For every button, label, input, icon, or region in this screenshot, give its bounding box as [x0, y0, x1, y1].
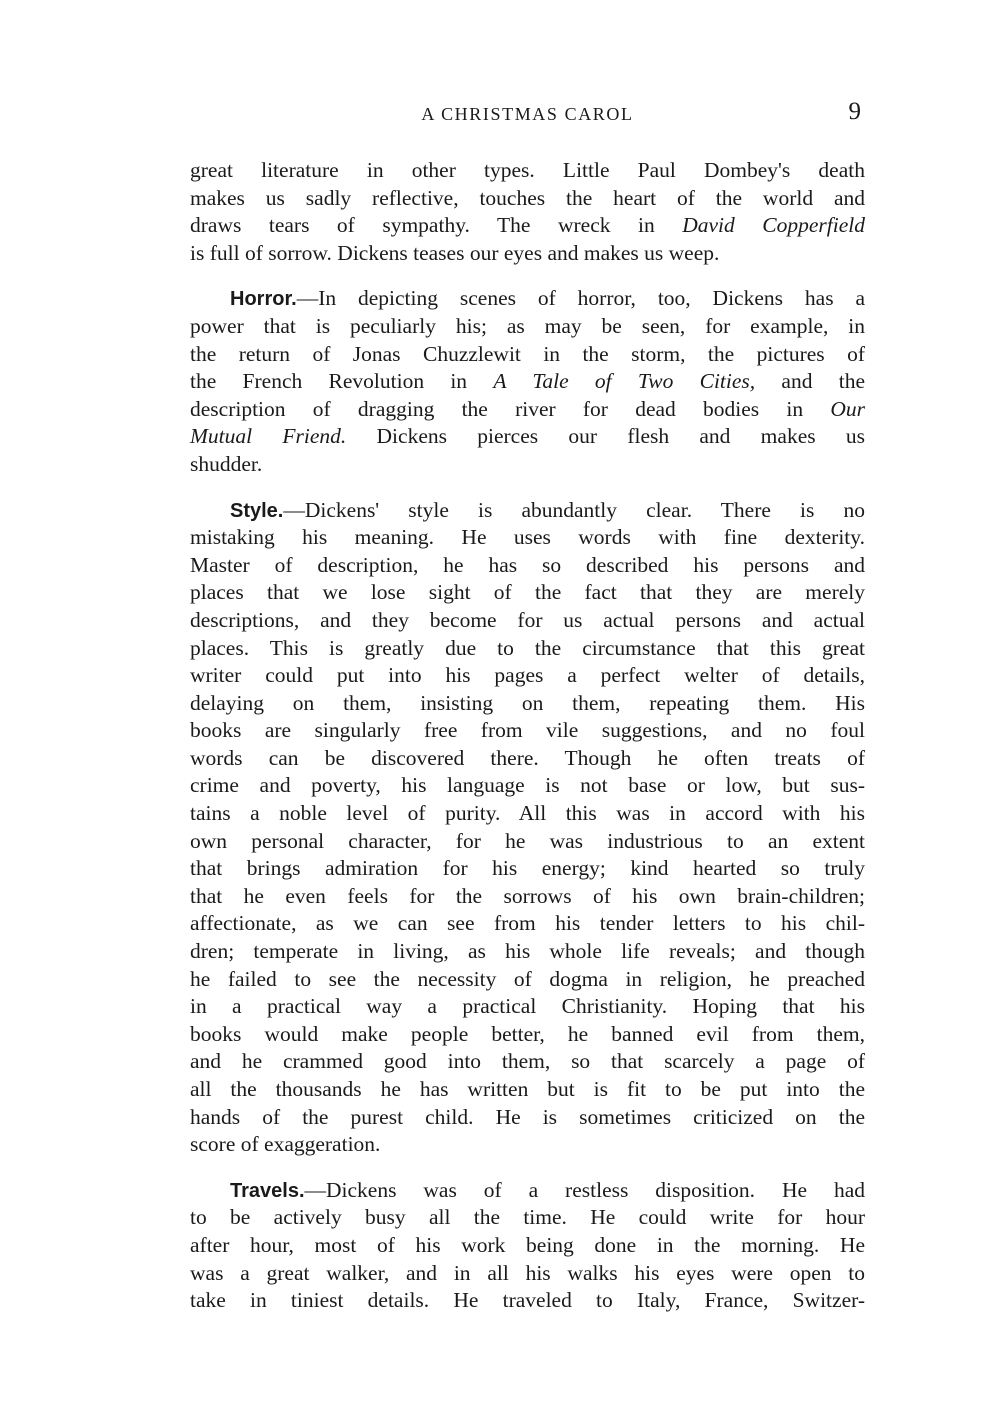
section-heading: Travels.: [230, 1179, 305, 1202]
text-run: descriptions, and they become for us actual persons and actual: [190, 607, 865, 632]
text-line: [190, 552, 865, 580]
text-line: [190, 993, 865, 1021]
text-line: [190, 368, 865, 396]
text-line: [190, 772, 865, 800]
text-line: [190, 1131, 865, 1159]
text-line: [190, 313, 865, 341]
text-run: hands of the purest child. He is sometimes criticized on the: [190, 1104, 865, 1129]
text-run: places. This is greatly due to the circumstance that this great: [190, 635, 865, 660]
book-title: Mutual Friend.: [190, 424, 347, 449]
page-header: [190, 98, 865, 128]
text-line: [190, 1021, 865, 1049]
text-line: [190, 1076, 865, 1104]
text-run: Dickens pierces our flesh and makes us: [346, 424, 865, 449]
text-run: draws tears of sympathy. The wreck in: [190, 213, 683, 238]
text-line: [190, 828, 865, 856]
book-title: A Tale of Two Cities,: [493, 369, 756, 394]
section-heading: Style.: [230, 499, 284, 522]
text-line: [190, 800, 865, 828]
text-run: books are singularly free from vile suggestions, and no foul: [190, 718, 865, 743]
text-line: [190, 451, 865, 479]
text-line: [190, 285, 865, 313]
text-run: shudder.: [190, 451, 263, 476]
text-line: [190, 240, 865, 268]
paragraph-style: [190, 497, 865, 1159]
text-run: —In depicting scenes of horror, too, Dickens has a: [296, 286, 865, 311]
text-run: writer could put into his pages a perfect welter of details,: [190, 663, 865, 688]
text-run: makes us sadly reflective, touches the heart of the world and: [190, 185, 865, 210]
text-line: [190, 423, 865, 451]
text-run: is full of sorrow. Dickens teases our eyes and makes us weep.: [190, 240, 720, 265]
text-run: books would make people better, he banned evil from them,: [190, 1021, 865, 1046]
text-line: [190, 1287, 865, 1315]
text-run: dren; temperate in living, as his whole life reveals; and though: [190, 939, 865, 964]
text-run: mistaking his meaning. He uses words with fine dexterity.: [190, 525, 865, 550]
body-text: [190, 157, 865, 1333]
text-run: was a great walker, and in all his walks his eyes were open to: [190, 1260, 865, 1285]
text-line: [190, 938, 865, 966]
text-line: [190, 497, 865, 525]
section-heading: Horror.: [230, 288, 297, 311]
text-line: [190, 635, 865, 663]
text-line: [190, 717, 865, 745]
text-run: and the: [755, 369, 866, 394]
text-line: [190, 883, 865, 911]
text-run: places that we lose sight of the fact that they are merely: [190, 580, 865, 605]
running-title: A CHRISTMAS CAROL: [421, 104, 634, 124]
paragraph-horror: [190, 285, 865, 478]
text-line: [190, 157, 865, 185]
text-run: words can be discovered there. Though he often treats of: [190, 745, 865, 770]
text-run: that brings admiration for his energy; kind hearted so truly: [190, 856, 865, 881]
text-run: —Dickens' style is abundantly clear. There is no: [283, 497, 865, 522]
page-number: 9: [848, 98, 861, 125]
text-run: that he even feels for the sorrows of his own brain-children;: [190, 883, 865, 908]
text-line: [190, 745, 865, 773]
text-line: [190, 855, 865, 883]
text-run: score of exaggeration.: [190, 1132, 381, 1157]
text-run: the French Revolution in: [190, 369, 494, 394]
text-run: take in tiniest details. He traveled to Italy, France, Switzer-: [190, 1288, 865, 1313]
text-line: [190, 1204, 865, 1232]
text-run: in a practical way a practical Christianity. Hoping that his: [190, 994, 865, 1019]
text-line: [190, 690, 865, 718]
text-run: the return of Jonas Chuzzlewit in the storm, the pictures of: [190, 341, 865, 366]
text-line: [190, 607, 865, 635]
text-run: after hour, most of his work being done in the morning. He: [190, 1232, 865, 1257]
text-run: delaying on them, insisting on them, repeating them. His: [190, 690, 865, 715]
book-title: Our: [830, 396, 865, 421]
text-run: description of dragging the river for dead bodies in: [190, 396, 831, 421]
text-run: to be actively busy all the time. He could write for hour: [190, 1205, 865, 1230]
book-title: David Copperfield: [682, 213, 865, 238]
text-line: [190, 910, 865, 938]
text-line: [190, 662, 865, 690]
text-line: [190, 966, 865, 994]
text-line: [190, 396, 865, 424]
text-line: [190, 1232, 865, 1260]
text-line: [190, 579, 865, 607]
text-run: great literature in other types. Little Paul Dombey's death: [190, 158, 865, 182]
text-line: [190, 524, 865, 552]
text-run: —Dickens was of a restless disposition. He had: [304, 1177, 865, 1202]
text-run: crime and poverty, his language is not base or low, but sus-: [190, 773, 865, 798]
text-line: [190, 341, 865, 369]
text-line: [190, 1048, 865, 1076]
text-run: power that is peculiarly his; as may be seen, for example, in: [190, 313, 865, 338]
text-run: and he crammed good into them, so that scarcely a page of: [190, 1049, 865, 1074]
text-run: tains a noble level of purity. All this was in accord with his: [190, 801, 865, 826]
text-run: all the thousands he has written but is fit to be put into the: [190, 1077, 865, 1101]
text-run: he failed to see the necessity of dogma in religion, he preached: [190, 966, 865, 991]
text-run: own personal character, for he was industrious to an extent: [190, 828, 865, 853]
text-run: Master of description, he has so described his persons and: [190, 552, 865, 577]
text-line: [190, 1104, 865, 1132]
text-run: affectionate, as we can see from his tender letters to his chil-: [190, 911, 865, 936]
text-line: [190, 212, 865, 240]
text-line: [190, 185, 865, 213]
text-line: [190, 1260, 865, 1288]
paragraph-grief: [190, 157, 865, 267]
text-line: [190, 1177, 865, 1205]
paragraph-travels: [190, 1177, 865, 1315]
